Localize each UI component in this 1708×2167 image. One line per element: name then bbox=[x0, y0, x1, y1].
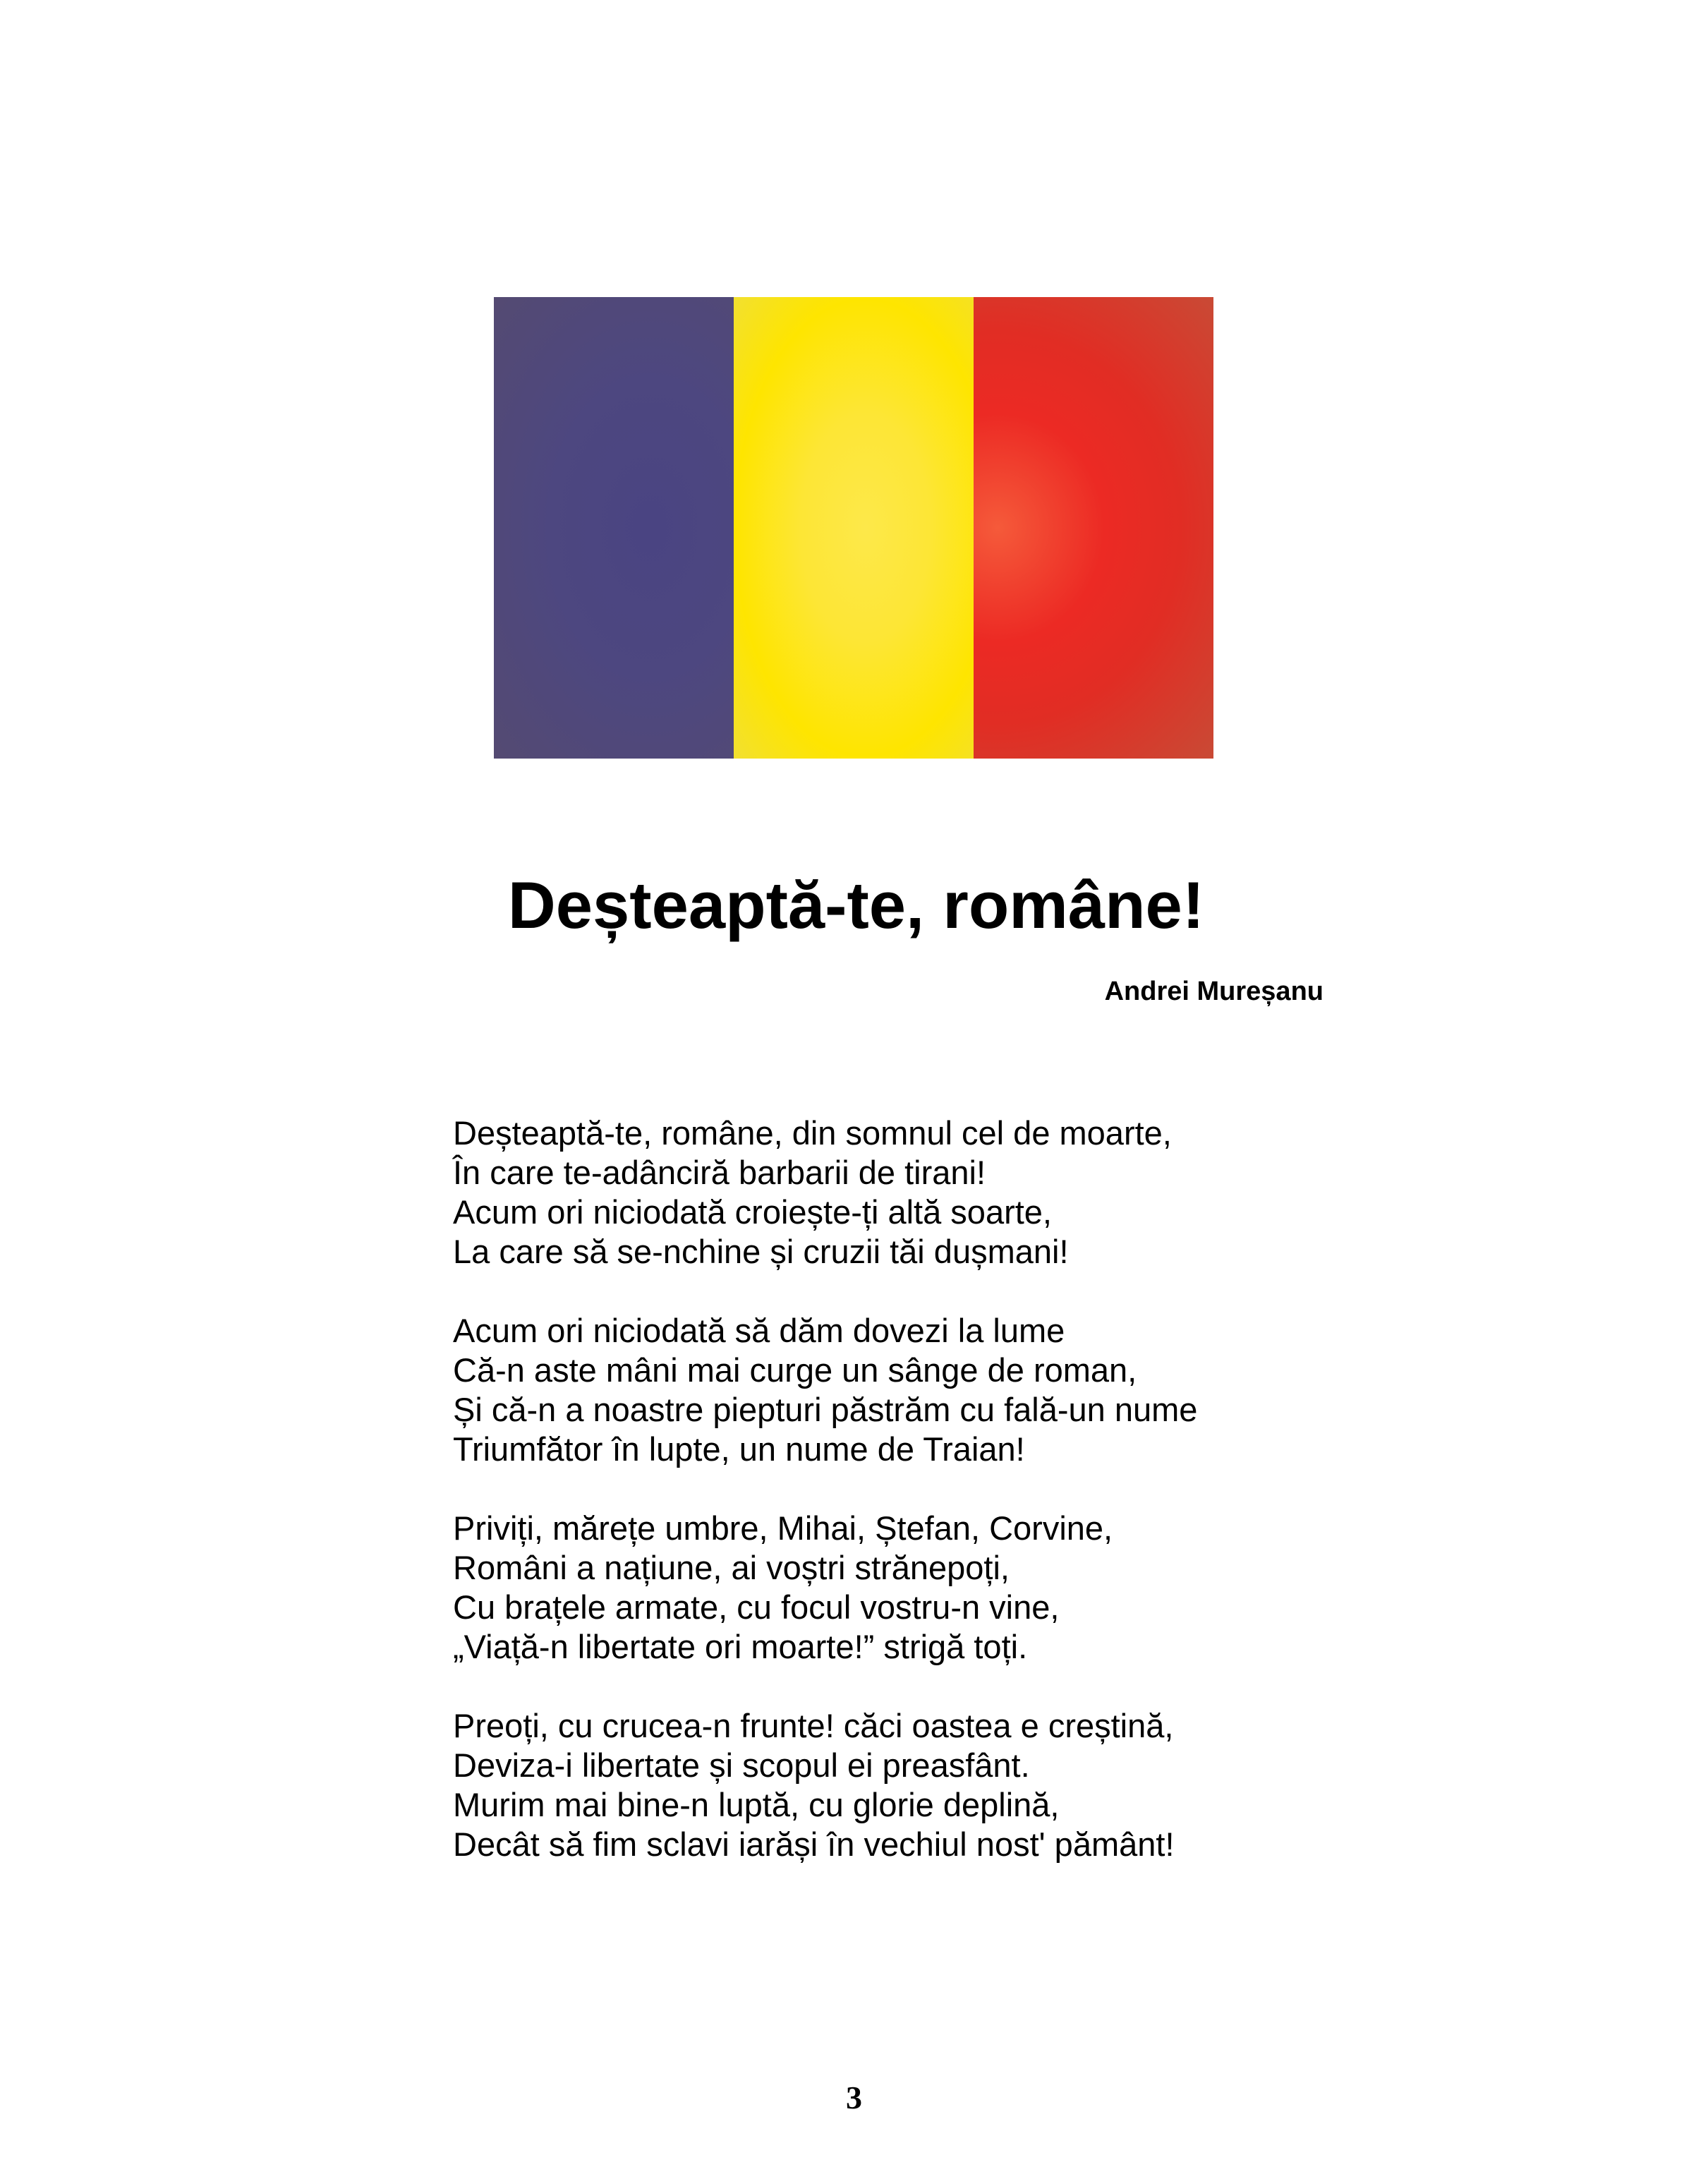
flag-stripe-blue bbox=[494, 297, 734, 759]
verse-line: La care să se-nchine și cruzii tăi dușmani! bbox=[453, 1233, 1069, 1270]
verse-line: Acum ori niciodată croiește-ți altă soarte, bbox=[453, 1193, 1052, 1231]
verse-line: Deșteaptă-te, române, din somnul cel de moarte, bbox=[453, 1114, 1172, 1152]
author-name: Andrei Mureșanu bbox=[1104, 977, 1324, 1006]
verse-line: Și că-n a noastre piepturi păstrăm cu fală-un nume bbox=[453, 1391, 1198, 1428]
verse-line: În care te-adânciră barbarii de tirani! bbox=[453, 1154, 986, 1191]
verse-line: Români a națiune, ai voștri strănepoți, bbox=[453, 1549, 1010, 1586]
stanza-1 bbox=[453, 1113, 1370, 1272]
verse-line: Murim mai bine-n luptă, cu glorie deplină, bbox=[453, 1786, 1060, 1823]
verse-line: Cu brațele armate, cu focul vostru-n vine, bbox=[453, 1588, 1060, 1626]
verse-line: Că-n aste mâni mai curge un sânge de roman, bbox=[453, 1351, 1137, 1389]
page-title: Deșteaptă-te, române! bbox=[507, 868, 1205, 942]
page-number: 3 bbox=[846, 2080, 862, 2115]
verse-line: Acum ori niciodată să dăm dovezi la lume bbox=[453, 1312, 1065, 1349]
flag-stripe-red bbox=[974, 297, 1213, 759]
verse-line: Decât să fim sclavi iarăși în vechiul nost' pământ! bbox=[453, 1825, 1175, 1863]
verse-line: Triumfător în lupte, un nume de Traian! bbox=[453, 1430, 1025, 1468]
stanza-3 bbox=[453, 1509, 1370, 1667]
stanza-2 bbox=[453, 1311, 1370, 1469]
verse-line: „Viață-n libertate ori moarte!” strigă toți. bbox=[453, 1628, 1028, 1665]
poem bbox=[453, 1113, 1370, 1904]
verse-line: Preoți, cu crucea-n frunte! căci oastea e creștină, bbox=[453, 1707, 1174, 1744]
romanian-flag bbox=[494, 297, 1213, 759]
stanza-4 bbox=[453, 1706, 1370, 1864]
verse-line: Priviți, mărețe umbre, Mihai, Ștefan, Corvine, bbox=[453, 1509, 1113, 1547]
flag-stripe-yellow bbox=[734, 297, 974, 759]
verse-line: Deviza-i libertate și scopul ei preasfânt. bbox=[453, 1746, 1030, 1784]
